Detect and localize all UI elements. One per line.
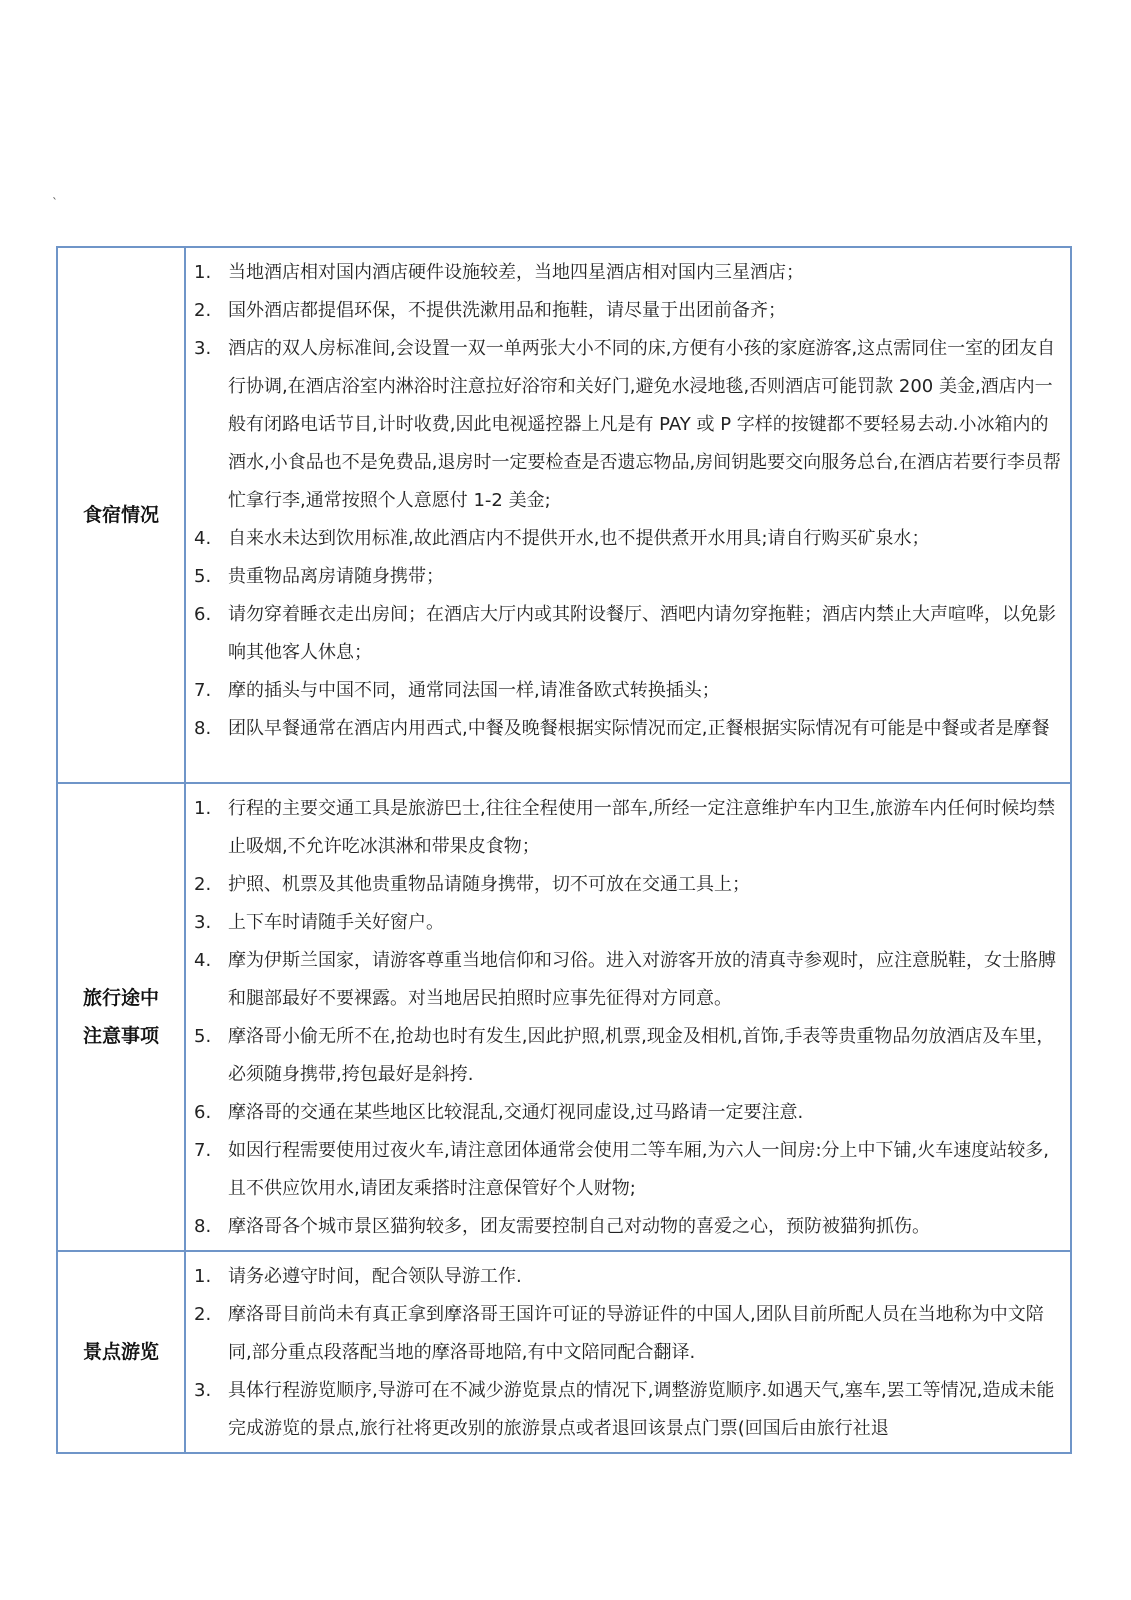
category-cell [57,783,185,1251]
section-row-lodging [57,247,1071,783]
category-cell [57,1251,185,1453]
list-item: 1. 行程的主要交通工具是旅游巴士,往往全程使用一部车,所经一定注意维护车内卫生,旅游车内任何时候均禁止吸烟,不允许吃冰淇淋和带果皮食物； [194,798,1056,857]
list-item: 3. 上下车时请随手关好窗户。 [194,912,444,933]
list-item: 2. 摩洛哥目前尚未有真正拿到摩洛哥王国许可证的导游证件的中国人,团队目前所配人员在当地称为中文陪同,部分重点段落配当地的摩洛哥地陪,有中文陪同配合翻译. [194,1304,1044,1363]
list-item: 7. 如因行程需要使用过夜火车,请注意团体通常会使用二等车厢,为六人一间房:分上中下铺,火车速度站较多,且不供应饮用水,请团友乘搭时注意保管好个人财物; [194,1140,1049,1199]
list-item: 6. 请勿穿着睡衣走出房间；在酒店大厅内或其附设餐厅、酒吧内请勿穿拖鞋；酒店内禁止大声喧哗，以免影响其他客人休息； [194,604,1056,663]
items-cell [185,783,1071,1251]
list-item: 4. 摩为伊斯兰国家，请游客尊重当地信仰和习俗。进入对游客开放的清真寺参观时，应注意脱鞋，女士胳膊和腿部最好不要裸露。对当地居民拍照时应事先征得对方同意。 [194,950,1056,1009]
items-cell [185,1251,1071,1453]
category-label: 食宿情况 [82,504,159,526]
list-item: 3. 具体行程游览顺序,导游可在不减少游览景点的情况下,调整游览顺序.如遇天气,塞车,罢工等情况,造成未能完成游览的景点,旅行社将更改别的旅游景点或者退回该景点门票(回国后由旅行社退 [194,1380,1055,1439]
list-item: 1. 当地酒店相对国内酒店硬件设施较差，当地四星酒店相对国内三星酒店； [194,262,804,283]
category-label: 旅行途中 [82,987,159,1009]
notes-table [56,246,1072,1454]
category-cell [57,247,185,783]
category-label: 景点游览 [82,1341,159,1363]
list-item: 7. 摩的插头与中国不同，通常同法国一样,请准备欧式转换插头； [194,680,720,701]
items-cell [185,247,1071,783]
list-item: 8. 团队早餐通常在酒店内用西式,中餐及晚餐根据实际情况而定,正餐根据实际情况有可能是中餐或者是摩餐 [194,718,1050,739]
list-item: 8. 摩洛哥各个城市景区猫狗较多，团友需要控制自己对动物的喜爱之心，预防被猫狗抓伤。 [194,1216,930,1237]
list-item: 2. 护照、机票及其他贵重物品请随身携带，切不可放在交通工具上； [194,874,750,895]
stray-mark: ` [52,196,58,210]
section-row-travel [57,783,1071,1251]
list-item: 5. 摩洛哥小偷无所不在,抢劫也时有发生,因此护照,机票,现金及相机,首饰,手表等贵重物品勿放酒店及车里，必须随身携带,挎包最好是斜挎. [194,1026,1055,1085]
list-item: 3. 酒店的双人房标准间,会设置一双一单两张大小不同的床,方便有小孩的家庭游客,这点需同住一室的团友自行协调,在酒店浴室内淋浴时注意拉好浴帘和关好门,避免水浸地毯,否则酒店可能罚款 200 美金,酒店内一般有闭路电话节目,计时收费,因此电视遥控器上凡是有 PAY 或 P 字样的按键都不要轻易去动.小冰箱内的酒水,小食品也不是免费品,退房时一定要检查是否遗忘物品,房间钥匙要交向服务总台,在酒店若要行李员帮忙拿行李,通常按照个人意愿付 1-2 美金; [194,338,1061,511]
section-row-sightseeing [57,1251,1071,1453]
category-label: 注意事项 [82,1025,159,1047]
list-item: 1. 请务必遵守时间，配合领队导游工作. [194,1266,522,1287]
list-item: 5. 贵重物品离房请随身携带； [194,566,444,587]
list-item: 2. 国外酒店都提倡环保，不提供洗漱用品和拖鞋，请尽量于出团前备齐； [194,300,786,321]
list-item: 6. 摩洛哥的交通在某些地区比较混乱,交通灯视同虚设,过马路请一定要注意. [194,1102,804,1123]
list-item: 4. 自来水未达到饮用标准,故此酒店内不提供开水,也不提供煮开水用具;请自行购买矿泉水； [194,528,930,549]
